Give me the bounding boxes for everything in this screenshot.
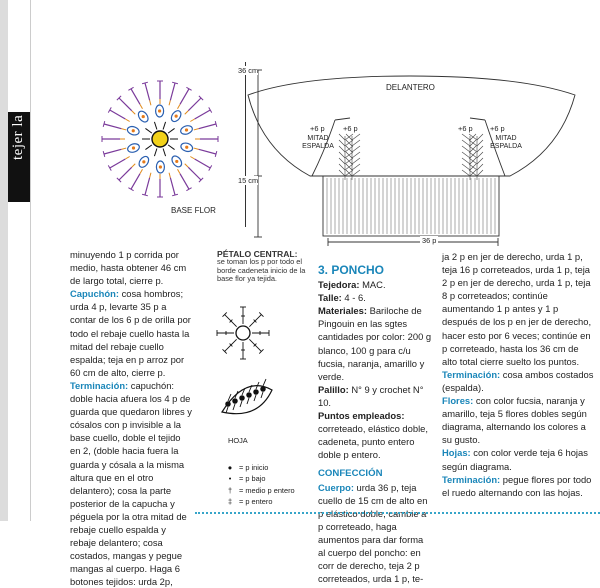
height-top-label: 36 cm [238, 66, 259, 75]
height-bottom-label: 15 cm [238, 176, 259, 185]
section-title: tejer la moda [10, 75, 26, 160]
materials-paragraph: Materiales: Bariloche de Pingouin en las sgtes cantidades por color: 200 g blanco, 100 g para c/u fucsia, naranja, amarillo y verde. [318, 305, 432, 382]
leaf-label: HOJA [228, 436, 248, 445]
legend-item: ● = p inicio [227, 463, 269, 472]
text-column-3 [318, 264, 432, 585]
column-divider [245, 62, 246, 227]
back-left-label: MITAD ESPALDA [302, 135, 334, 150]
text-column-1 [70, 248, 193, 588]
front-label: DELANTERO [386, 83, 435, 92]
increase-label: +6 p [458, 124, 473, 133]
flowers-paragraph: Flores: con color fucsia, naranja y amarillo, teja 5 flores dobles según diagrama, alternando los colores a su gusto. [442, 395, 587, 446]
hood-paragraph: Capuchón: cosa hombros; urda 4 p, levarte 35 p a contar de los 6 p de orilla por todo el rebaje cuello hasta la mitad del rebaje cuello espalda; teja en p arroz por 60 cm de alto, cierre p. [70, 288, 191, 378]
finish2-paragraph: Terminación: pegue flores por todo el ruedo alternando con las hojas. [442, 473, 592, 498]
size-line: Talle: 4 - 6. [318, 292, 366, 304]
dotted-rule [195, 512, 600, 514]
increase-label: +6 p [490, 124, 505, 133]
poncho-diagram [248, 70, 575, 246]
petal-title: PÉTALO CENTRAL: [217, 249, 298, 259]
text-column-4 [442, 250, 594, 499]
petal-description: se toman los p por todo el borde cadeneta inicio de la base flor ya tejida. [217, 257, 306, 284]
finish-paragraph: Terminación: capuchón: doble hacia afuera los 4 p de guarda que quedaron libres y cósalos con p invisible a la base cuello, doble el tejido en 2, (doble hacia fuera la guarda y cósala a la misma altura que en el otro delantero); cosa la parte posterior de la capucha y péguela por la otra mitad de rebaje cuello espalda y rebaje delantero; cosa costados, mangas y pegue mangas al cuerpo. Haga 6 botones tejidos: urda 2p, [70, 379, 192, 588]
leaf-diagram [222, 379, 272, 414]
knitter-line: Tejedora: MAC. [318, 279, 386, 291]
legend-item: † = medio p entero [227, 485, 295, 495]
width-label: 36 p [422, 236, 437, 245]
base-flower-label: BASE FLOR [171, 206, 216, 215]
intro-paragraph: minuyendo 1 p corrida por medio, hasta obtener 46 cm de largo total, cierre p. [70, 249, 187, 287]
legend-item: • = p bajo [228, 474, 266, 484]
base-flower-diagram [102, 81, 218, 197]
increase-label: +6 p [310, 124, 325, 133]
petal-diagram [217, 307, 269, 359]
back-right-label: MITAD ESPALDA [490, 135, 522, 150]
body-continued: ja 2 p en jer de derecho, urda 1 p, teja 16 p correteados, urda 1 p, teja 2 p en jer de derecho, urda 1 p, teja 8 p correteados; continúe aumentando 1 p antes y 1 p después de los p en jer de derecho, hacer esto por 6 veces; continúe en p correteado, hasta los 36 cm de alto total cierre suelto los puntos. [442, 251, 592, 367]
poncho-title: 3. PONCHO [318, 263, 385, 277]
body-paragraph: Cuerpo: urda 36 p, teja cuello de 15 cm de alto en p elástico doble, cambie a p correteado, haga aumentos para dar forma al cuerpo del poncho: en corr de derecho, teja 2 p correteados, urda 1 p, te- [318, 481, 428, 585]
needles-line: Palillo: N° 9 y crochet N° 10. [318, 383, 424, 408]
increase-label: +6 p [343, 124, 358, 133]
petal-note [217, 250, 315, 284]
legend-item: ‡ = p entero [227, 497, 273, 507]
stitches-paragraph: Puntos empleados: correteado, elástico doble, cadeneta, punto entero doble p entero. [318, 410, 428, 461]
stitch-legend [221, 462, 295, 508]
leaves-paragraph: Hojas: con color verde teja 6 hojas según diagrama. [442, 447, 588, 472]
confection-heading: CONFECCIÓN [318, 468, 383, 480]
finish-paragraph: Terminación: cosa ambos costados (espalda). [442, 368, 594, 393]
